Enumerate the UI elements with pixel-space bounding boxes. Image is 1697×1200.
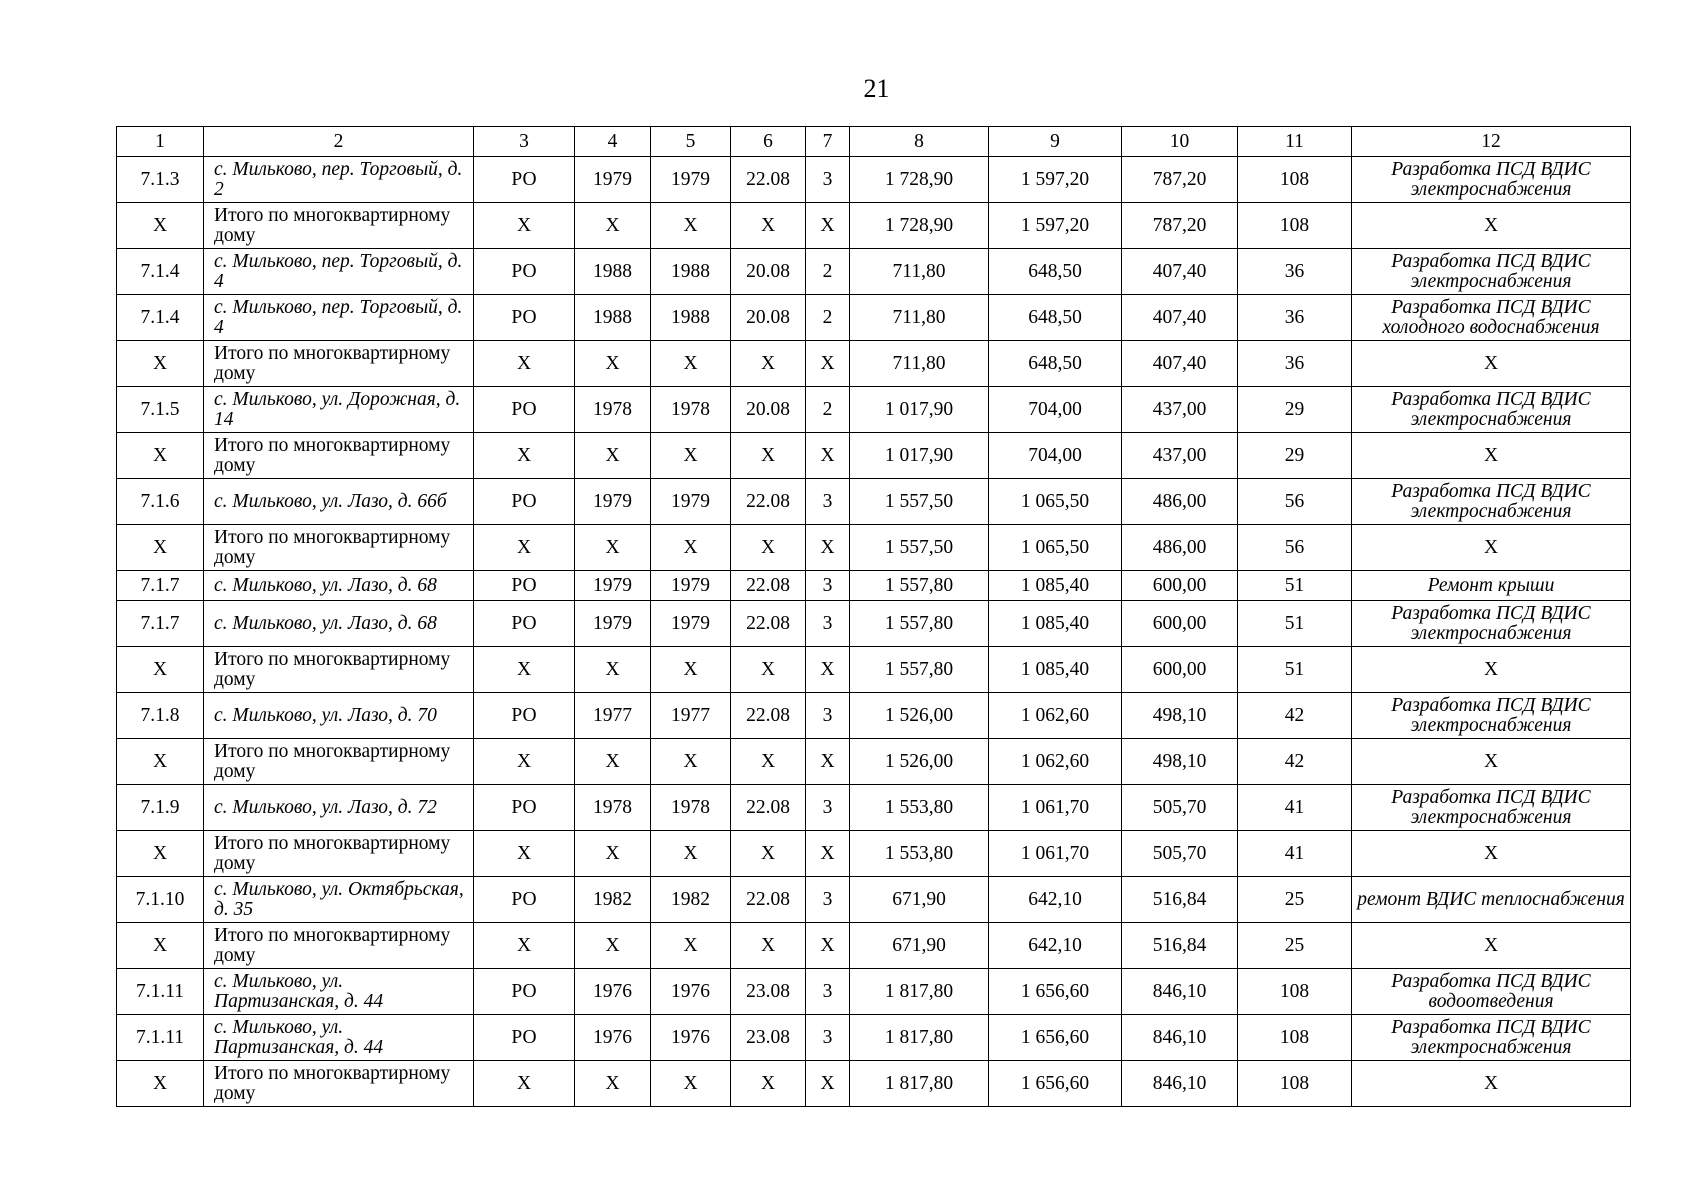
cell-floors: 3 <box>806 1015 850 1061</box>
cell-item-number: Х <box>117 739 204 785</box>
cell-floors: Х <box>806 647 850 693</box>
cell-construction-year: 1982 <box>575 877 651 923</box>
cell-address: с. Мильково, пер. Торговый, д. 4 <box>204 249 474 295</box>
cell-floors: Х <box>806 739 850 785</box>
cell-item-number: Х <box>117 525 204 571</box>
cell-living-area: 1 656,60 <box>989 1015 1122 1061</box>
cell-commissioning-year: Х <box>651 525 731 571</box>
cell-commissioning-year: 1976 <box>651 969 731 1015</box>
table-row <box>117 785 1631 831</box>
cell-living-area: 642,10 <box>989 923 1122 969</box>
column-header-12: 12 <box>1352 127 1631 157</box>
cell-commissioning-year: Х <box>651 433 731 479</box>
cell-commissioning-year: Х <box>651 923 731 969</box>
column-header-2: 2 <box>204 127 474 157</box>
cell-fund-type: Х <box>474 341 575 387</box>
cell-floors: Х <box>806 923 850 969</box>
column-header-4: 4 <box>575 127 651 157</box>
table-row-total <box>117 525 1631 571</box>
cell-total-area: 1 553,80 <box>850 831 989 877</box>
cell-construction-year: Х <box>575 525 651 571</box>
cell-residents: 51 <box>1238 647 1352 693</box>
column-header-10: 10 <box>1122 127 1238 157</box>
cell-work-code: 22.08 <box>731 693 806 739</box>
cell-construction-year: Х <box>575 203 651 249</box>
cell-construction-year: Х <box>575 341 651 387</box>
page-number: 21 <box>863 74 890 103</box>
cell-fund-type: РО <box>474 601 575 647</box>
cell-work-type: Х <box>1352 739 1631 785</box>
table-row <box>117 479 1631 525</box>
table-row <box>117 295 1631 341</box>
table-row-total <box>117 1061 1631 1107</box>
cell-total-area: 1 557,80 <box>850 571 989 601</box>
cell-living-area: 1 597,20 <box>989 157 1122 203</box>
cell-living-area: 704,00 <box>989 387 1122 433</box>
cell-address: с. Мильково, ул. Лазо, д. 70 <box>204 693 474 739</box>
table-row-total <box>117 739 1631 785</box>
cell-residents: 108 <box>1238 969 1352 1015</box>
cell-floors: 3 <box>806 479 850 525</box>
cell-total-area: 1 557,80 <box>850 601 989 647</box>
cell-fund-type: РО <box>474 571 575 601</box>
cell-living-area: 1 061,70 <box>989 831 1122 877</box>
cell-commissioning-year: Х <box>651 831 731 877</box>
cell-floors: 2 <box>806 249 850 295</box>
cell-living-area: 1 062,60 <box>989 739 1122 785</box>
cell-address: с. Мильково, ул. Дорожная, д. 14 <box>204 387 474 433</box>
cell-floors: Х <box>806 1061 850 1107</box>
cell-work-code: 20.08 <box>731 249 806 295</box>
table-row <box>117 249 1631 295</box>
table-row <box>117 1015 1631 1061</box>
cell-common-area: 600,00 <box>1122 647 1238 693</box>
cell-address: Итого по многоквартирному дому <box>204 647 474 693</box>
cell-work-code: 22.08 <box>731 601 806 647</box>
cell-construction-year: 1978 <box>575 785 651 831</box>
cell-commissioning-year: 1976 <box>651 1015 731 1061</box>
cell-commissioning-year: Х <box>651 341 731 387</box>
cell-commissioning-year: 1982 <box>651 877 731 923</box>
cell-total-area: 1 728,90 <box>850 203 989 249</box>
cell-work-code: 22.08 <box>731 479 806 525</box>
cell-work-code: 22.08 <box>731 157 806 203</box>
cell-residents: 36 <box>1238 341 1352 387</box>
cell-item-number: Х <box>117 203 204 249</box>
cell-fund-type: Х <box>474 525 575 571</box>
cell-total-area: 1 557,50 <box>850 479 989 525</box>
cell-work-type: Х <box>1352 525 1631 571</box>
cell-construction-year: Х <box>575 831 651 877</box>
cell-construction-year: Х <box>575 739 651 785</box>
cell-living-area: 704,00 <box>989 433 1122 479</box>
cell-address: Итого по многоквартирному дому <box>204 341 474 387</box>
cell-floors: 3 <box>806 571 850 601</box>
cell-living-area: 648,50 <box>989 341 1122 387</box>
cell-total-area: 671,90 <box>850 923 989 969</box>
cell-fund-type: Х <box>474 433 575 479</box>
cell-common-area: 407,40 <box>1122 249 1238 295</box>
cell-construction-year: 1979 <box>575 601 651 647</box>
cell-residents: 41 <box>1238 831 1352 877</box>
cell-work-type: Х <box>1352 831 1631 877</box>
cell-living-area: 1 065,50 <box>989 479 1122 525</box>
cell-work-code: 23.08 <box>731 1015 806 1061</box>
cell-item-number: Х <box>117 1061 204 1107</box>
table-row-total <box>117 203 1631 249</box>
cell-item-number: 7.1.4 <box>117 295 204 341</box>
cell-work-type: Х <box>1352 433 1631 479</box>
cell-work-type: Х <box>1352 1061 1631 1107</box>
column-header-8: 8 <box>850 127 989 157</box>
cell-work-type: Х <box>1352 341 1631 387</box>
cell-construction-year: Х <box>575 1061 651 1107</box>
cell-address: с. Мильково, пер. Торговый, д. 2 <box>204 157 474 203</box>
cell-living-area: 1 062,60 <box>989 693 1122 739</box>
cell-total-area: 1 728,90 <box>850 157 989 203</box>
cell-work-code: 22.08 <box>731 877 806 923</box>
cell-construction-year: 1979 <box>575 479 651 525</box>
cell-address: Итого по многоквартирному дому <box>204 433 474 479</box>
cell-common-area: 846,10 <box>1122 1015 1238 1061</box>
cell-floors: Х <box>806 433 850 479</box>
cell-work-type: Разработка ПСД ВДИС электроснабжения <box>1352 249 1631 295</box>
cell-commissioning-year: 1988 <box>651 249 731 295</box>
cell-floors: 3 <box>806 785 850 831</box>
cell-work-code: Х <box>731 433 806 479</box>
cell-address: с. Мильково, ул. Лазо, д. 72 <box>204 785 474 831</box>
cell-fund-type: Х <box>474 1061 575 1107</box>
cell-residents: 25 <box>1238 877 1352 923</box>
cell-fund-type: Х <box>474 831 575 877</box>
cell-work-code: Х <box>731 525 806 571</box>
cell-work-code: Х <box>731 341 806 387</box>
cell-floors: Х <box>806 525 850 571</box>
cell-work-code: 22.08 <box>731 571 806 601</box>
cell-living-area: 1 085,40 <box>989 647 1122 693</box>
table-body <box>117 127 1631 1107</box>
cell-commissioning-year: 1979 <box>651 157 731 203</box>
cell-living-area: 1 085,40 <box>989 601 1122 647</box>
cell-common-area: 486,00 <box>1122 479 1238 525</box>
cell-fund-type: Х <box>474 739 575 785</box>
table-row-total <box>117 647 1631 693</box>
cell-floors: 3 <box>806 693 850 739</box>
cell-floors: 3 <box>806 157 850 203</box>
cell-work-code: 23.08 <box>731 969 806 1015</box>
cell-common-area: 787,20 <box>1122 203 1238 249</box>
cell-common-area: 498,10 <box>1122 739 1238 785</box>
table-row <box>117 969 1631 1015</box>
cell-floors: 3 <box>806 969 850 1015</box>
cell-residents: 108 <box>1238 203 1352 249</box>
cell-residents: 41 <box>1238 785 1352 831</box>
cell-address: Итого по многоквартирному дому <box>204 1061 474 1107</box>
cell-work-code: Х <box>731 1061 806 1107</box>
column-header-11: 11 <box>1238 127 1352 157</box>
cell-fund-type: РО <box>474 387 575 433</box>
cell-commissioning-year: 1979 <box>651 571 731 601</box>
cell-total-area: 1 017,90 <box>850 433 989 479</box>
cell-commissioning-year: Х <box>651 1061 731 1107</box>
cell-residents: 108 <box>1238 1015 1352 1061</box>
cell-total-area: 1 557,50 <box>850 525 989 571</box>
cell-floors: 2 <box>806 387 850 433</box>
table-row <box>117 601 1631 647</box>
cell-floors: 3 <box>806 601 850 647</box>
cell-living-area: 642,10 <box>989 877 1122 923</box>
cell-work-type: Х <box>1352 923 1631 969</box>
cell-work-code: Х <box>731 739 806 785</box>
cell-item-number: Х <box>117 923 204 969</box>
cell-commissioning-year: 1978 <box>651 387 731 433</box>
cell-work-type: Разработка ПСД ВДИС электроснабжения <box>1352 785 1631 831</box>
cell-common-area: 437,00 <box>1122 387 1238 433</box>
cell-floors: 3 <box>806 877 850 923</box>
cell-common-area: 486,00 <box>1122 525 1238 571</box>
cell-item-number: 7.1.6 <box>117 479 204 525</box>
cell-item-number: Х <box>117 647 204 693</box>
cell-common-area: 407,40 <box>1122 341 1238 387</box>
cell-work-type: Ремонт крыши <box>1352 571 1631 601</box>
cell-total-area: 711,80 <box>850 295 989 341</box>
cell-work-code: 22.08 <box>731 785 806 831</box>
cell-common-area: 505,70 <box>1122 785 1238 831</box>
cell-construction-year: 1988 <box>575 249 651 295</box>
cell-work-type: ремонт ВДИС теплоснабжения <box>1352 877 1631 923</box>
cell-construction-year: 1977 <box>575 693 651 739</box>
cell-residents: 108 <box>1238 1061 1352 1107</box>
cell-item-number: 7.1.4 <box>117 249 204 295</box>
cell-construction-year: Х <box>575 433 651 479</box>
cell-fund-type: РО <box>474 249 575 295</box>
table-row <box>117 157 1631 203</box>
cell-floors: Х <box>806 831 850 877</box>
cell-fund-type: РО <box>474 693 575 739</box>
cell-floors: 2 <box>806 295 850 341</box>
cell-address: с. Мильково, пер. Торговый, д. 4 <box>204 295 474 341</box>
table-row-total <box>117 923 1631 969</box>
cell-residents: 36 <box>1238 295 1352 341</box>
cell-work-type: Разработка ПСД ВДИС электроснабжения <box>1352 157 1631 203</box>
cell-address: с. Мильково, ул. Лазо, д. 68 <box>204 601 474 647</box>
cell-address: Итого по многоквартирному дому <box>204 203 474 249</box>
cell-item-number: 7.1.10 <box>117 877 204 923</box>
cell-fund-type: РО <box>474 877 575 923</box>
cell-common-area: 600,00 <box>1122 571 1238 601</box>
cell-work-type: Разработка ПСД ВДИС электроснабжения <box>1352 387 1631 433</box>
cell-item-number: 7.1.3 <box>117 157 204 203</box>
cell-work-type: Х <box>1352 647 1631 693</box>
cell-residents: 29 <box>1238 387 1352 433</box>
cell-item-number: Х <box>117 831 204 877</box>
cell-item-number: 7.1.9 <box>117 785 204 831</box>
cell-living-area: 1 061,70 <box>989 785 1122 831</box>
cell-common-area: 407,40 <box>1122 295 1238 341</box>
cell-construction-year: Х <box>575 923 651 969</box>
cell-residents: 51 <box>1238 601 1352 647</box>
cell-total-area: 1 817,80 <box>850 1061 989 1107</box>
cell-common-area: 846,10 <box>1122 1061 1238 1107</box>
cell-residents: 108 <box>1238 157 1352 203</box>
column-header-6: 6 <box>731 127 806 157</box>
cell-fund-type: Х <box>474 923 575 969</box>
cell-construction-year: 1976 <box>575 969 651 1015</box>
cell-commissioning-year: 1979 <box>651 479 731 525</box>
cell-living-area: 1 597,20 <box>989 203 1122 249</box>
cell-total-area: 1 017,90 <box>850 387 989 433</box>
cell-residents: 25 <box>1238 923 1352 969</box>
cell-address: Итого по многоквартирному дому <box>204 831 474 877</box>
cell-construction-year: 1979 <box>575 157 651 203</box>
cell-fund-type: РО <box>474 157 575 203</box>
cell-fund-type: РО <box>474 295 575 341</box>
cell-commissioning-year: 1978 <box>651 785 731 831</box>
cell-fund-type: РО <box>474 1015 575 1061</box>
cell-address: с. Мильково, ул. Партизанская, д. 44 <box>204 969 474 1015</box>
cell-work-code: Х <box>731 831 806 877</box>
column-header-9: 9 <box>989 127 1122 157</box>
cell-work-code: 20.08 <box>731 387 806 433</box>
cell-work-code: 20.08 <box>731 295 806 341</box>
table-row-total <box>117 341 1631 387</box>
cell-address: с. Мильково, ул. Лазо, д. 68 <box>204 571 474 601</box>
cell-address: Итого по многоквартирному дому <box>204 525 474 571</box>
cell-common-area: 437,00 <box>1122 433 1238 479</box>
table-row <box>117 387 1631 433</box>
cell-common-area: 498,10 <box>1122 693 1238 739</box>
cell-floors: Х <box>806 203 850 249</box>
cell-item-number: 7.1.8 <box>117 693 204 739</box>
cell-living-area: 648,50 <box>989 295 1122 341</box>
cell-commissioning-year: Х <box>651 739 731 785</box>
column-header-3: 3 <box>474 127 575 157</box>
cell-commissioning-year: 1988 <box>651 295 731 341</box>
cell-living-area: 648,50 <box>989 249 1122 295</box>
cell-work-type: Разработка ПСД ВДИС электроснабжения <box>1352 479 1631 525</box>
cell-construction-year: 1988 <box>575 295 651 341</box>
cell-residents: 36 <box>1238 249 1352 295</box>
cell-residents: 42 <box>1238 739 1352 785</box>
cell-living-area: 1 656,60 <box>989 1061 1122 1107</box>
cell-commissioning-year: 1979 <box>651 601 731 647</box>
cell-total-area: 1 557,80 <box>850 647 989 693</box>
cell-total-area: 711,80 <box>850 341 989 387</box>
cell-fund-type: РО <box>474 479 575 525</box>
cell-total-area: 1 817,80 <box>850 1015 989 1061</box>
table-row <box>117 877 1631 923</box>
cell-construction-year: Х <box>575 647 651 693</box>
cell-work-type: Х <box>1352 203 1631 249</box>
cell-work-type: Разработка ПСД ВДИС электроснабжения <box>1352 1015 1631 1061</box>
repair-program-table <box>116 126 1631 1107</box>
cell-address: с. Мильково, ул. Партизанская, д. 44 <box>204 1015 474 1061</box>
cell-item-number: 7.1.11 <box>117 1015 204 1061</box>
cell-fund-type: Х <box>474 647 575 693</box>
cell-work-code: Х <box>731 923 806 969</box>
cell-work-code: Х <box>731 647 806 693</box>
cell-work-type: Разработка ПСД ВДИС холодного водоснабжения <box>1352 295 1631 341</box>
cell-construction-year: 1979 <box>575 571 651 601</box>
column-header-7: 7 <box>806 127 850 157</box>
cell-address: с. Мильково, ул. Лазо, д. 66б <box>204 479 474 525</box>
cell-item-number: 7.1.11 <box>117 969 204 1015</box>
cell-residents: 56 <box>1238 479 1352 525</box>
cell-common-area: 846,10 <box>1122 969 1238 1015</box>
cell-total-area: 1 526,00 <box>850 739 989 785</box>
table-row-total <box>117 831 1631 877</box>
cell-commissioning-year: Х <box>651 203 731 249</box>
cell-commissioning-year: Х <box>651 647 731 693</box>
cell-item-number: 7.1.5 <box>117 387 204 433</box>
cell-fund-type: Х <box>474 203 575 249</box>
cell-living-area: 1 656,60 <box>989 969 1122 1015</box>
cell-total-area: 671,90 <box>850 877 989 923</box>
cell-item-number: 7.1.7 <box>117 571 204 601</box>
cell-item-number: 7.1.7 <box>117 601 204 647</box>
cell-total-area: 1 817,80 <box>850 969 989 1015</box>
cell-address: с. Мильково, ул. Октябрьская, д. 35 <box>204 877 474 923</box>
table-row-total <box>117 433 1631 479</box>
cell-commissioning-year: 1977 <box>651 693 731 739</box>
cell-residents: 56 <box>1238 525 1352 571</box>
cell-address: Итого по многоквартирному дому <box>204 739 474 785</box>
cell-common-area: 787,20 <box>1122 157 1238 203</box>
cell-common-area: 600,00 <box>1122 601 1238 647</box>
column-header-5: 5 <box>651 127 731 157</box>
cell-construction-year: 1976 <box>575 1015 651 1061</box>
cell-residents: 51 <box>1238 571 1352 601</box>
table-row <box>117 693 1631 739</box>
cell-fund-type: РО <box>474 785 575 831</box>
cell-residents: 42 <box>1238 693 1352 739</box>
cell-address: Итого по многоквартирному дому <box>204 923 474 969</box>
cell-fund-type: РО <box>474 969 575 1015</box>
cell-living-area: 1 085,40 <box>989 571 1122 601</box>
cell-work-code: Х <box>731 203 806 249</box>
cell-work-type: Разработка ПСД ВДИС электроснабжения <box>1352 601 1631 647</box>
column-header-1: 1 <box>117 127 204 157</box>
cell-living-area: 1 065,50 <box>989 525 1122 571</box>
table-row <box>117 571 1631 601</box>
cell-total-area: 1 553,80 <box>850 785 989 831</box>
cell-construction-year: 1978 <box>575 387 651 433</box>
cell-work-type: Разработка ПСД ВДИС водоотведения <box>1352 969 1631 1015</box>
cell-common-area: 516,84 <box>1122 923 1238 969</box>
cell-total-area: 1 526,00 <box>850 693 989 739</box>
cell-item-number: Х <box>117 341 204 387</box>
cell-common-area: 516,84 <box>1122 877 1238 923</box>
cell-total-area: 711,80 <box>850 249 989 295</box>
cell-common-area: 505,70 <box>1122 831 1238 877</box>
cell-work-type: Разработка ПСД ВДИС электроснабжения <box>1352 693 1631 739</box>
cell-item-number: Х <box>117 433 204 479</box>
column-number-header-row <box>117 127 1631 157</box>
cell-residents: 29 <box>1238 433 1352 479</box>
cell-floors: Х <box>806 341 850 387</box>
